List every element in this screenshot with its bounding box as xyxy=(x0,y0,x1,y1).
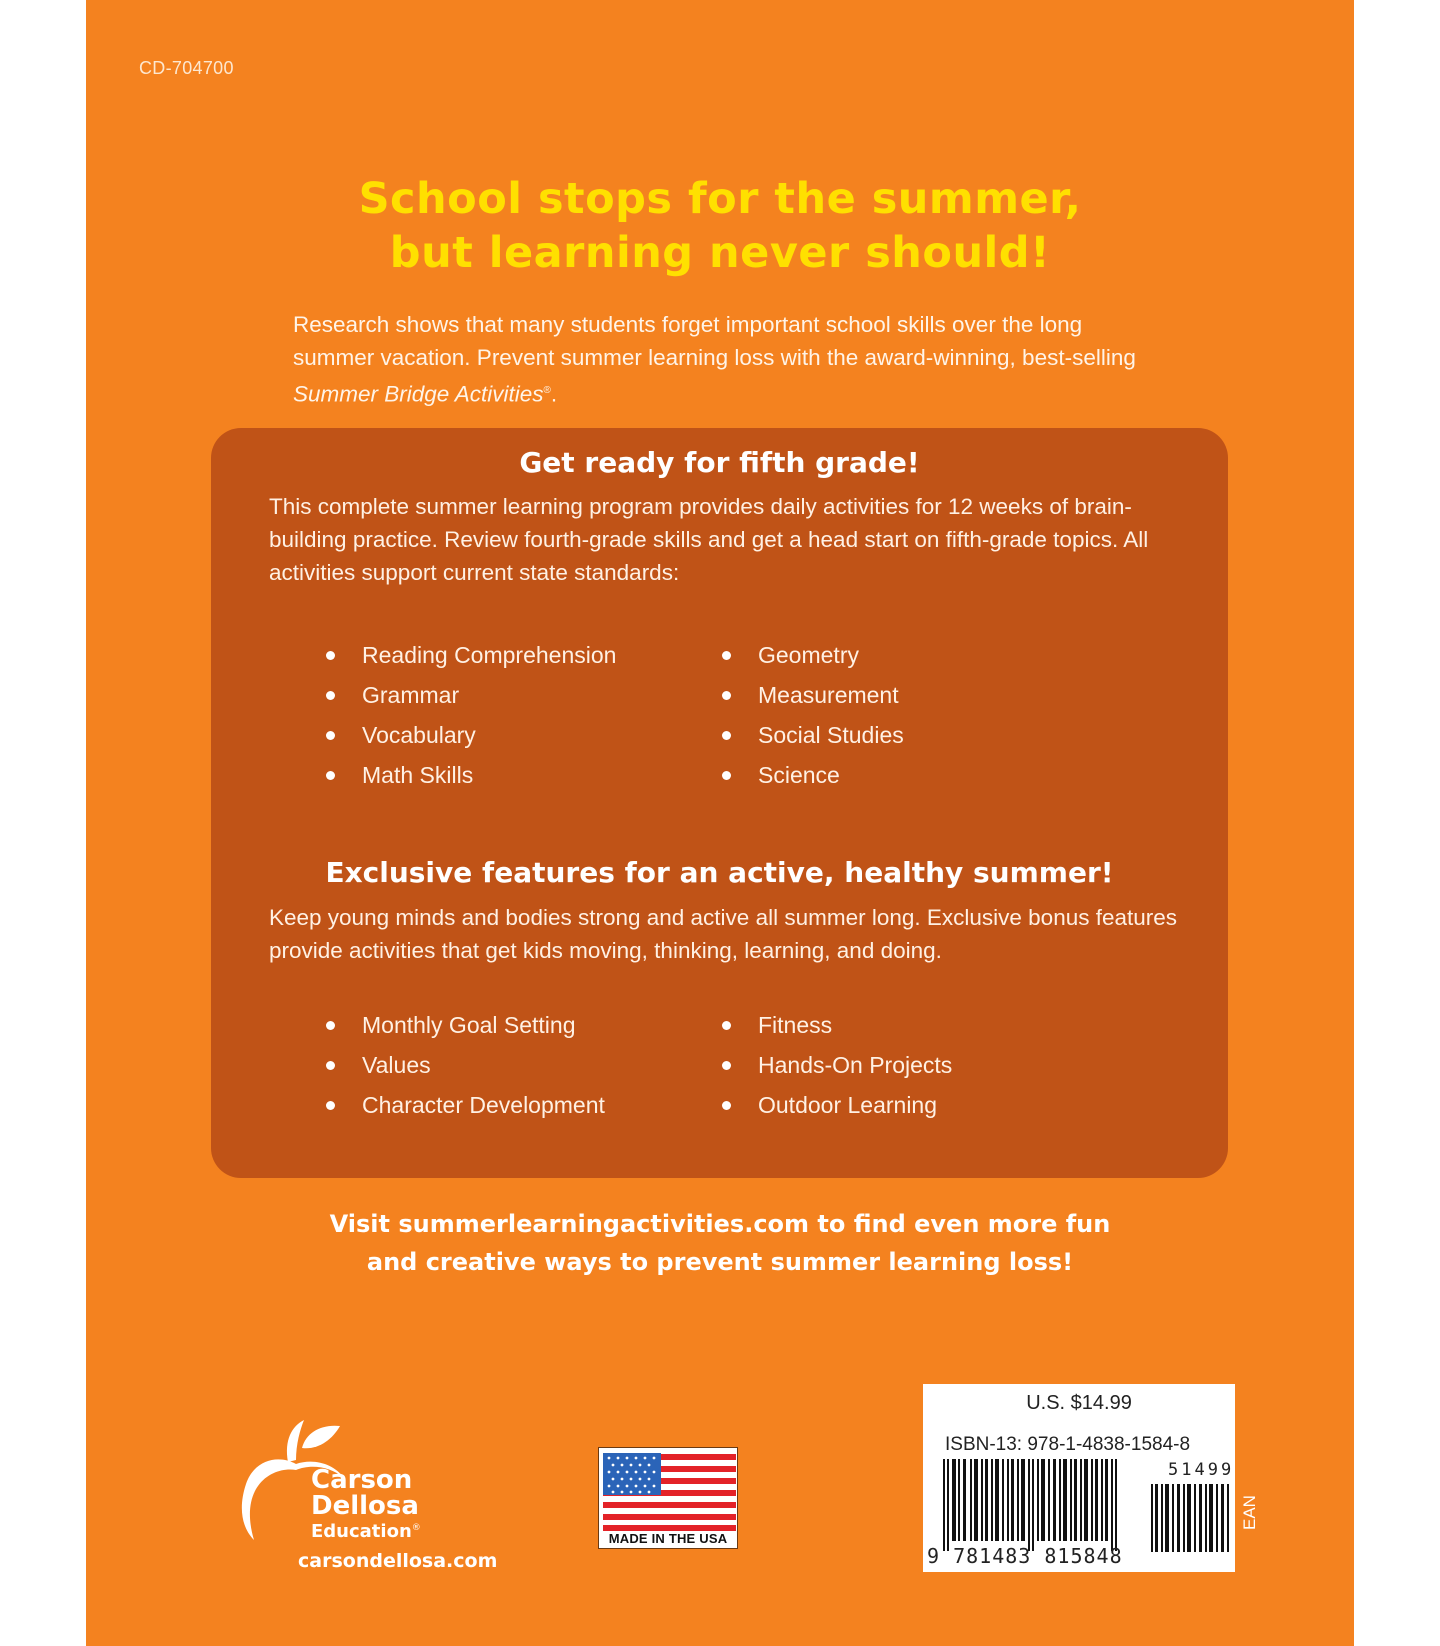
headline xyxy=(86,172,1354,280)
barcode-label xyxy=(923,1384,1235,1572)
section-body-grade: This complete summer learning program provides daily activities for 12 weeks of brain-building practice. Review fourth-grade skills and get a head start on fifth-grade topics. All activities support current state standards: xyxy=(269,494,1149,585)
visit-line-2: and creative ways to prevent summer learning loss! xyxy=(366,1248,1074,1276)
list-item: Monthly Goal Setting xyxy=(323,1005,605,1045)
made-in-usa-badge xyxy=(598,1447,738,1549)
list-item: Social Studies xyxy=(719,715,904,755)
publisher-website: carsondellosa.com xyxy=(298,1550,498,1572)
visit-line-1: Visit summerlearningactivities.com to find even more fun xyxy=(329,1210,1111,1238)
ean-label: EAN xyxy=(1240,1495,1259,1530)
logo-line-dellosa: Dellosa xyxy=(311,1491,419,1521)
section-title-features: Exclusive features for an active, healthy summer! xyxy=(325,856,1114,889)
price-addon: 51499 xyxy=(1168,1460,1235,1480)
intro-paragraph xyxy=(293,308,1153,411)
visit-message xyxy=(86,1205,1354,1281)
list-item: Hands-On Projects xyxy=(719,1045,952,1085)
product-code: CD-704700 xyxy=(139,58,234,78)
made-in-usa-text: MADE IN THE USA xyxy=(608,1531,728,1546)
intro-end: . xyxy=(550,381,558,407)
list-item: Vocabulary xyxy=(323,715,616,755)
book-back-cover xyxy=(86,0,1354,1646)
list-item: Outdoor Learning xyxy=(719,1085,952,1125)
section-title-grade: Get ready for fifth grade! xyxy=(519,446,920,479)
us-flag-icon xyxy=(603,1453,736,1531)
content-panel xyxy=(211,428,1228,1178)
headline-line-1: School stops for the summer, xyxy=(358,174,1082,224)
logo-text xyxy=(311,1467,419,1519)
logo-education xyxy=(311,1521,421,1542)
list-item: Character Development xyxy=(323,1085,605,1125)
features-list-left xyxy=(323,1005,605,1125)
list-item: Math Skills xyxy=(323,755,616,795)
list-item: Fitness xyxy=(719,1005,952,1045)
barcode-digits: 9 781483 815848 xyxy=(927,1544,1123,1568)
list-item: Grammar xyxy=(323,675,616,715)
list-item: Values xyxy=(323,1045,605,1085)
features-list-right xyxy=(719,1005,952,1125)
carson-dellosa-logo xyxy=(226,1400,498,1580)
list-item: Reading Comprehension xyxy=(323,635,616,675)
skills-list-left xyxy=(323,635,616,795)
list-item: Measurement xyxy=(719,675,904,715)
price: U.S. $14.99 xyxy=(1026,1392,1132,1414)
barcode-bars-icon xyxy=(943,1459,1143,1551)
logo-line-carson: Carson xyxy=(311,1465,413,1495)
registered-mark: ® xyxy=(411,1523,421,1533)
series-name: Summer Bridge Activities xyxy=(293,381,544,407)
logo-line-education: Education xyxy=(311,1521,412,1542)
headline-line-2: but learning never should! xyxy=(389,228,1051,278)
addon-barcode-icon xyxy=(1151,1484,1231,1552)
skills-list-right xyxy=(719,635,904,795)
isbn: ISBN-13: 978-1-4838-1584-8 xyxy=(945,1434,1191,1455)
intro-text: Research shows that many students forget important school skills over the long summer vacation. Prevent summer learning loss with the award-winning, best-selling xyxy=(293,312,1136,370)
section-body-features: Keep young minds and bodies strong and active all summer long. Exclusive bonus features provide activities that get kids moving, thinking, learning, and doing. xyxy=(269,905,1178,963)
registered-mark: ® xyxy=(543,385,551,396)
list-item: Geometry xyxy=(719,635,904,675)
list-item: Science xyxy=(719,755,904,795)
